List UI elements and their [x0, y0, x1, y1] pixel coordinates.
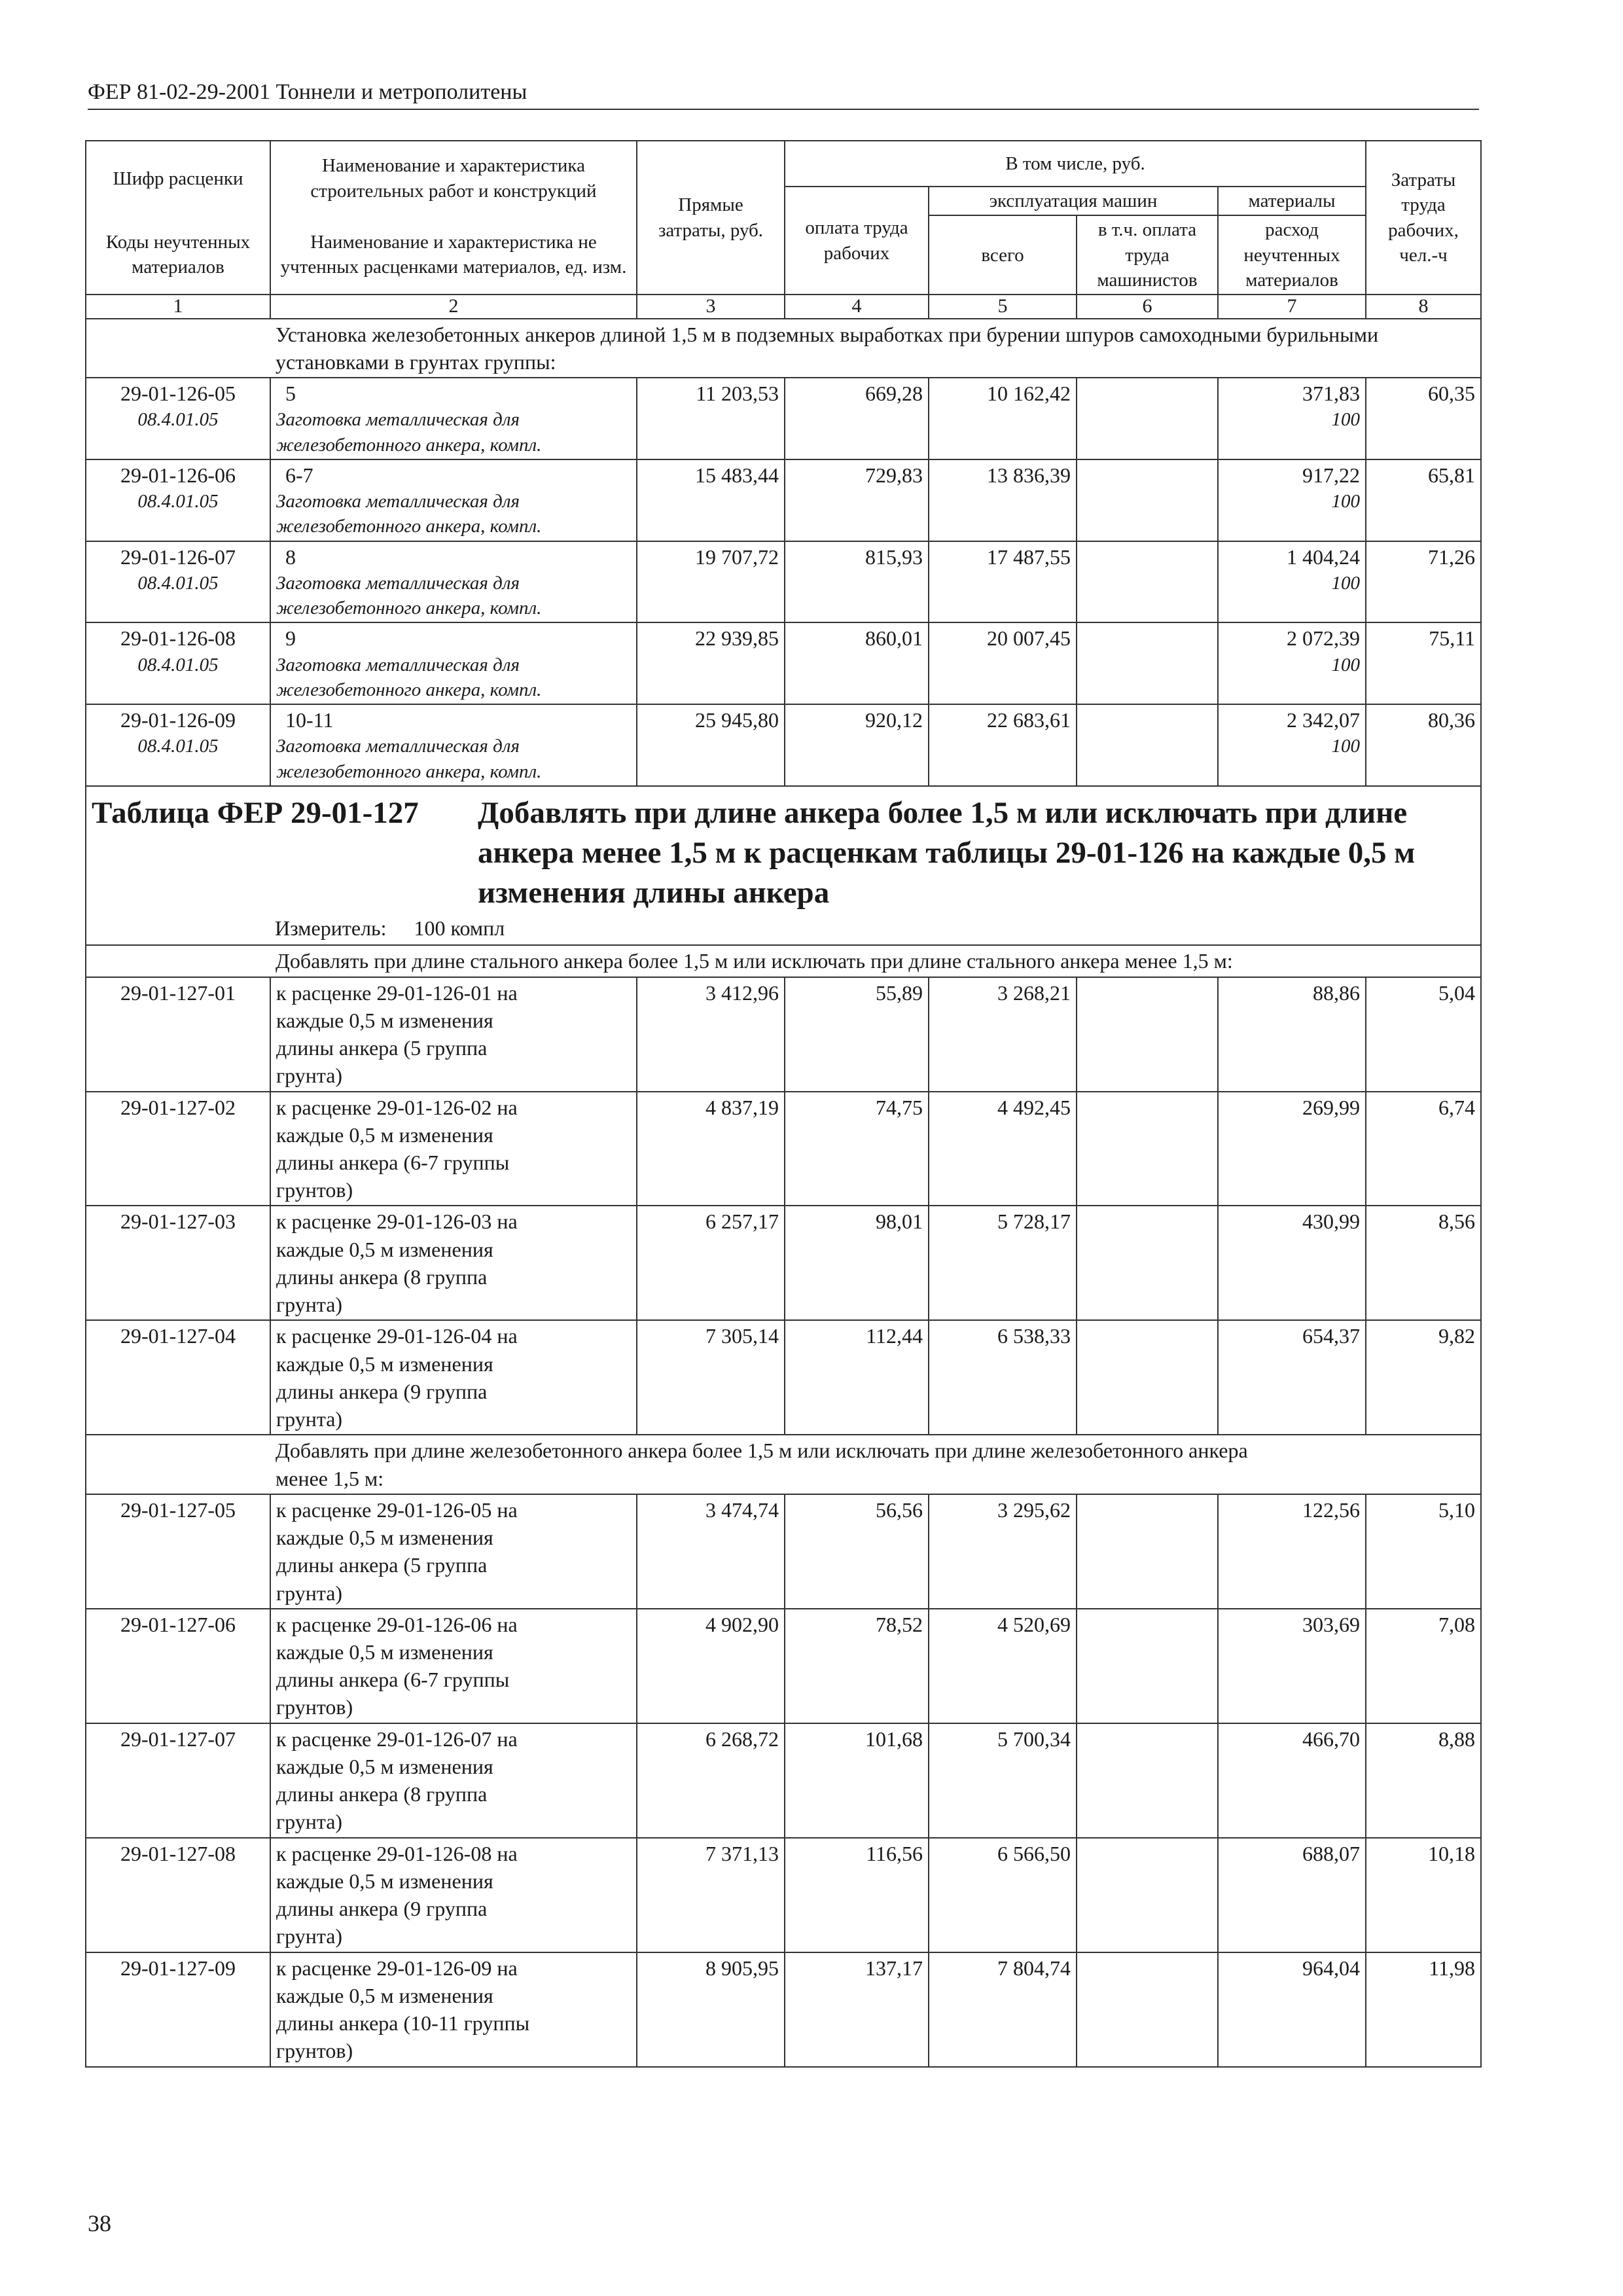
labor-hours: 9,82 — [1366, 1320, 1481, 1435]
section-126 — [86, 319, 1481, 378]
materials-cell — [1218, 378, 1366, 459]
labor-pay: 78,52 — [785, 1609, 929, 1723]
labor-hours: 8,88 — [1366, 1723, 1481, 1838]
section-rc-heading — [86, 1435, 1481, 1494]
materials-cost: 2 342,07 — [1287, 708, 1360, 732]
material-quantity: 100 — [1331, 736, 1360, 757]
material-quantity: 100 — [1331, 491, 1360, 512]
material-code: 08.4.01.05 — [137, 409, 219, 431]
machinists-pay — [1077, 1320, 1218, 1435]
direct-cost: 3 412,96 — [637, 977, 785, 1092]
direct-cost: 6 268,72 — [637, 1723, 785, 1838]
machinists-pay — [1077, 1723, 1218, 1838]
machines-total: 3 295,62 — [929, 1494, 1077, 1609]
material-code: 08.4.01.05 — [137, 736, 219, 757]
direct-cost: 7 305,14 — [637, 1320, 785, 1435]
machines-total: 10 162,42 — [929, 378, 1077, 459]
labor-pay: 920,12 — [785, 704, 929, 786]
section-126-title: Установка железобетонных анкеров длиной 1,5 м в подземных выработках при бурении шпуров самоходными бурильными установками в грунтах группы: — [270, 319, 1481, 378]
rate-code-cell — [86, 378, 270, 459]
rate-description — [270, 1320, 637, 1435]
rate-name-cell — [270, 459, 637, 541]
labor-pay: 860,01 — [785, 622, 929, 704]
header-materials-use: расход неучтенных материалов — [1218, 215, 1366, 295]
labor-hours: 65,81 — [1366, 459, 1481, 541]
material-quantity: 100 — [1331, 654, 1360, 675]
description-line: грунтов) — [276, 1695, 353, 1719]
table-row — [86, 1320, 1481, 1435]
description-line: грунта) — [276, 1810, 343, 1834]
machines-total: 7 804,74 — [929, 1952, 1077, 2067]
description-line: к расценке 29-01-126-02 на — [276, 1095, 518, 1119]
labor-pay: 74,75 — [785, 1092, 929, 1206]
materials-cost: 122,56 — [1218, 1494, 1366, 1609]
labor-pay: 101,68 — [785, 1723, 929, 1838]
materials-cost: 688,07 — [1218, 1838, 1366, 1952]
labor-hours: 75,11 — [1366, 622, 1481, 704]
column-number: 1 — [86, 295, 270, 319]
machinists-pay — [1077, 378, 1218, 459]
table-row — [86, 541, 1481, 623]
description-line: длины анкера (5 группа — [276, 1553, 488, 1577]
header-including: В том числе, руб. — [785, 141, 1366, 187]
direct-cost: 15 483,44 — [637, 459, 785, 541]
labor-hours: 80,36 — [1366, 704, 1481, 786]
rate-description — [270, 1494, 637, 1609]
table-127-heading — [86, 786, 1481, 977]
machines-total: 5 700,34 — [929, 1723, 1077, 1838]
labor-hours: 5,04 — [1366, 977, 1481, 1092]
material-name: железобетонного анкера, компл. — [276, 598, 542, 619]
measurer-label: Измеритель: — [275, 916, 387, 941]
table-127-title — [92, 793, 1475, 913]
description-line: грунта) — [276, 1293, 343, 1317]
material-name: Заготовка металлическая для — [276, 736, 520, 757]
description-line: длины анкера (8 группа — [276, 1782, 488, 1806]
header-code-bottom: Коды неучтенных материалов — [86, 215, 270, 295]
labor-hours: 7,08 — [1366, 1609, 1481, 1723]
description-line: к расценке 29-01-126-03 на — [276, 1210, 518, 1234]
labor-hours: 10,18 — [1366, 1838, 1481, 1952]
material-code: 08.4.01.05 — [137, 491, 219, 512]
rate-description — [270, 1609, 637, 1723]
direct-cost: 4 837,19 — [637, 1092, 785, 1206]
machinists-pay — [1077, 1952, 1218, 2067]
table-row — [86, 622, 1481, 704]
header-machines-total: всего — [929, 215, 1077, 295]
description-line: грунта) — [276, 1407, 343, 1431]
rate-code: 29-01-126-08 — [120, 626, 236, 651]
rate-code: 29-01-127-07 — [86, 1723, 270, 1838]
materials-cost: 269,99 — [1218, 1092, 1366, 1206]
machinists-pay — [1077, 977, 1218, 1092]
machinists-pay — [1077, 1838, 1218, 1952]
rate-name-cell — [270, 704, 637, 786]
description-line: грунтов) — [276, 2039, 353, 2063]
rate-description — [270, 1838, 637, 1952]
description-line: грунта) — [276, 1581, 343, 1605]
rate-name-cell — [270, 622, 637, 704]
labor-pay: 669,28 — [785, 378, 929, 459]
rate-code: 29-01-127-06 — [86, 1609, 270, 1723]
soil-group: 10-11 — [285, 708, 334, 732]
direct-cost: 4 902,90 — [637, 1609, 785, 1723]
rate-code: 29-01-127-02 — [86, 1092, 270, 1206]
labor-hours: 6,74 — [1366, 1092, 1481, 1206]
table-row — [86, 704, 1481, 786]
machines-total: 20 007,45 — [929, 622, 1077, 704]
column-number: 3 — [637, 295, 785, 319]
materials-cost: 2 072,39 — [1287, 626, 1360, 651]
labor-pay: 116,56 — [785, 1838, 929, 1952]
material-name: железобетонного анкера, компл. — [276, 679, 542, 700]
soil-group: 9 — [285, 626, 296, 651]
labor-pay: 56,56 — [785, 1494, 929, 1609]
description-line: к расценке 29-01-126-07 на — [276, 1727, 518, 1751]
rate-code: 29-01-127-09 — [86, 1952, 270, 2067]
document-title: ФЕР 81-02-29-2001 Тоннели и метрополитены — [88, 80, 527, 104]
material-code: 08.4.01.05 — [137, 572, 219, 594]
measurer-value: 100 компл — [414, 916, 505, 941]
direct-cost: 6 257,17 — [637, 1206, 785, 1320]
table-row — [86, 1206, 1481, 1320]
rate-description — [270, 1952, 637, 2067]
column-number: 4 — [785, 295, 929, 319]
description-line: каждые 0,5 м изменения — [276, 1526, 493, 1550]
description-line: грунта) — [276, 1064, 343, 1088]
description-line: каждые 0,5 м изменения — [276, 1640, 493, 1664]
materials-cost: 88,86 — [1218, 977, 1366, 1092]
materials-cell — [1218, 622, 1366, 704]
rate-code: 29-01-127-04 — [86, 1320, 270, 1435]
labor-pay: 137,17 — [785, 1952, 929, 2067]
rate-code: 29-01-126-09 — [120, 708, 236, 732]
labor-pay: 112,44 — [785, 1320, 929, 1435]
machines-total: 6 538,33 — [929, 1320, 1077, 1435]
section-heading-row — [86, 945, 1481, 977]
labor-pay: 815,93 — [785, 541, 929, 623]
description-line: длины анкера (6-7 группы — [276, 1151, 510, 1175]
description-line: длины анкера (10-11 группы — [276, 2011, 530, 2036]
machinists-pay — [1077, 622, 1218, 704]
machines-total: 3 268,21 — [929, 977, 1077, 1092]
table-header — [86, 141, 1481, 319]
header-materials: материалы — [1218, 187, 1366, 215]
section-heading-row — [86, 1435, 1481, 1494]
rate-name-cell — [270, 378, 637, 459]
machinists-pay — [1077, 1609, 1218, 1723]
materials-cell — [1218, 541, 1366, 623]
description-line: длины анкера (9 группа — [276, 1379, 488, 1403]
direct-cost: 8 905,95 — [637, 1952, 785, 2067]
section-126-rows — [86, 378, 1481, 786]
column-number: 2 — [270, 295, 637, 319]
rate-code-cell — [86, 704, 270, 786]
section-rc-title-line: менее 1,5 м: — [276, 1466, 384, 1490]
rate-code: 29-01-127-05 — [86, 1494, 270, 1609]
machines-total: 5 728,17 — [929, 1206, 1077, 1320]
labor-pay: 729,83 — [785, 459, 929, 541]
table-127-name: Добавлять при длине анкера более 1,5 м или исключать при длине анкера менее 1,5 м к расценкам таблицы 29-01-126 на каждые 0,5 м изменения длины анкера — [478, 795, 1416, 910]
description-line: к расценке 29-01-126-06 на — [276, 1612, 518, 1636]
header-labor-pay: оплата труда рабочих — [785, 187, 929, 295]
description-line: длины анкера (6-7 группы — [276, 1668, 510, 1692]
header-labor-cost: Затраты труда рабочих, чел.-ч — [1366, 141, 1481, 295]
machines-total: 17 487,55 — [929, 541, 1077, 623]
rate-code: 29-01-126-05 — [120, 382, 236, 406]
description-line: к расценке 29-01-126-08 на — [276, 1841, 518, 1865]
materials-cost: 964,04 — [1218, 1952, 1366, 2067]
machinists-pay — [1077, 704, 1218, 786]
description-line: грунта) — [276, 1924, 343, 1948]
direct-cost: 3 474,74 — [637, 1494, 785, 1609]
description-line: каждые 0,5 м изменения — [276, 1983, 493, 2007]
material-name: Заготовка металлическая для — [276, 572, 520, 594]
labor-hours: 71,26 — [1366, 541, 1481, 623]
column-number: 7 — [1218, 295, 1366, 319]
table-row — [86, 459, 1481, 541]
rates-table — [85, 140, 1482, 2068]
machines-total: 4 520,69 — [929, 1609, 1077, 1723]
machinists-pay — [1077, 1206, 1218, 1320]
soil-group: 6-7 — [285, 463, 313, 487]
materials-cost: 371,83 — [1302, 382, 1360, 406]
soil-group: 8 — [285, 545, 296, 569]
direct-cost: 11 203,53 — [637, 378, 785, 459]
table-row — [86, 1952, 1481, 2067]
description-line: длины анкера (9 группа — [276, 1897, 488, 1921]
rate-description — [270, 1206, 637, 1320]
table-row — [86, 977, 1481, 1092]
column-numbers-row — [86, 295, 1481, 319]
section-steel-rows — [86, 977, 1481, 1435]
machines-total: 4 492,45 — [929, 1092, 1077, 1206]
materials-cost: 466,70 — [1218, 1723, 1366, 1838]
column-number: 8 — [1366, 295, 1481, 319]
header-code-top: Шифр расценки — [86, 141, 270, 215]
machinists-pay — [1077, 1494, 1218, 1609]
rate-description — [270, 977, 637, 1092]
materials-cell — [1218, 704, 1366, 786]
column-number: 6 — [1077, 295, 1218, 319]
soil-group: 5 — [285, 382, 296, 406]
description-line: каждые 0,5 м изменения — [276, 1237, 493, 1261]
rate-code: 29-01-127-08 — [86, 1838, 270, 1952]
rate-code: 29-01-127-03 — [86, 1206, 270, 1320]
table-row — [86, 1609, 1481, 1723]
table-row — [86, 1723, 1481, 1838]
rate-description — [270, 1723, 637, 1838]
section-rc-title-line: Добавлять при длине железобетонного анкера более 1,5 м или исключать при длине железобетонного анкера — [276, 1439, 1248, 1463]
material-name: Заготовка металлическая для — [276, 409, 520, 431]
table-row — [86, 1494, 1481, 1609]
description-line: длины анкера (5 группа — [276, 1036, 488, 1060]
description-line: каждые 0,5 м изменения — [276, 1122, 493, 1147]
machines-total: 22 683,61 — [929, 704, 1077, 786]
rate-code: 29-01-126-07 — [120, 545, 236, 569]
direct-cost: 25 945,80 — [637, 704, 785, 786]
materials-cost: 917,22 — [1302, 463, 1360, 487]
rate-code: 29-01-126-06 — [120, 463, 236, 487]
machines-total: 13 836,39 — [929, 459, 1077, 541]
material-name: Заготовка металлическая для — [276, 654, 520, 675]
header-machinists-pay: в т.ч. оплата труда машинистов — [1077, 215, 1218, 295]
machines-total: 6 566,50 — [929, 1838, 1077, 1952]
header-machines: эксплуатация машин — [929, 187, 1218, 215]
description-line: к расценке 29-01-126-04 на — [276, 1324, 518, 1348]
description-line: каждые 0,5 м изменения — [276, 1754, 493, 1778]
section-rc-title — [270, 1435, 1481, 1494]
measurer — [92, 914, 1475, 942]
labor-hours: 8,56 — [1366, 1206, 1481, 1320]
section-rc-rows — [86, 1494, 1481, 2067]
table-127-code: Таблица ФЕР 29-01-127 — [92, 795, 419, 830]
labor-hours: 60,35 — [1366, 378, 1481, 459]
description-line: грунтов) — [276, 1178, 353, 1202]
machinists-pay — [1077, 1092, 1218, 1206]
description-line: к расценке 29-01-126-01 на — [276, 980, 518, 1005]
material-code: 08.4.01.05 — [137, 654, 219, 675]
header-direct-costs: Прямые затраты, руб. — [637, 141, 785, 295]
rate-code-cell — [86, 459, 270, 541]
column-number: 5 — [929, 295, 1077, 319]
materials-cost: 303,69 — [1218, 1609, 1366, 1723]
table-row — [86, 378, 1481, 459]
direct-cost: 7 371,13 — [637, 1838, 785, 1952]
labor-pay: 98,01 — [785, 1206, 929, 1320]
description-line: каждые 0,5 м изменения — [276, 1869, 493, 1893]
header-name-bottom: Наименование и характеристика не учтенных расценками материалов, ед. изм. — [270, 215, 637, 295]
material-quantity: 100 — [1331, 409, 1360, 431]
rate-description — [270, 1092, 637, 1206]
description-line: длины анкера (8 группа — [276, 1265, 488, 1289]
rate-code: 29-01-127-01 — [86, 977, 270, 1092]
labor-hours: 11,98 — [1366, 1952, 1481, 2067]
machinists-pay — [1077, 541, 1218, 623]
rate-name-cell — [270, 541, 637, 623]
description-line: каждые 0,5 м изменения — [276, 1352, 493, 1376]
page-header — [88, 80, 1479, 110]
machinists-pay — [1077, 459, 1218, 541]
material-name: железобетонного анкера, компл. — [276, 516, 542, 537]
material-name: железобетонного анкера, компл. — [276, 761, 542, 782]
section-heading-row — [86, 319, 1481, 378]
material-quantity: 100 — [1331, 572, 1360, 594]
description-line: к расценке 29-01-126-09 на — [276, 1956, 518, 1980]
direct-cost: 22 939,85 — [637, 622, 785, 704]
section-steel-title: Добавлять при длине стального анкера более 1,5 м или исключать при длине стального анкера менее 1,5 м: — [270, 945, 1481, 977]
rate-code-cell — [86, 622, 270, 704]
description-line: к расценке 29-01-126-05 на — [276, 1498, 518, 1522]
table-row — [86, 1838, 1481, 1952]
material-name: Заготовка металлическая для — [276, 491, 520, 512]
page-number: 38 — [88, 2210, 111, 2236]
materials-cost: 430,99 — [1218, 1206, 1366, 1320]
material-name: железобетонного анкера, компл. — [276, 434, 542, 456]
rate-code-cell — [86, 541, 270, 623]
materials-cost: 654,37 — [1218, 1320, 1366, 1435]
materials-cell — [1218, 459, 1366, 541]
materials-cost: 1 404,24 — [1287, 545, 1360, 569]
labor-hours: 5,10 — [1366, 1494, 1481, 1609]
header-name-top: Наименование и характеристика строительных работ и конструкций — [270, 141, 637, 215]
table-row — [86, 1092, 1481, 1206]
labor-pay: 55,89 — [785, 977, 929, 1092]
direct-cost: 19 707,72 — [637, 541, 785, 623]
description-line: каждые 0,5 м изменения — [276, 1008, 493, 1032]
